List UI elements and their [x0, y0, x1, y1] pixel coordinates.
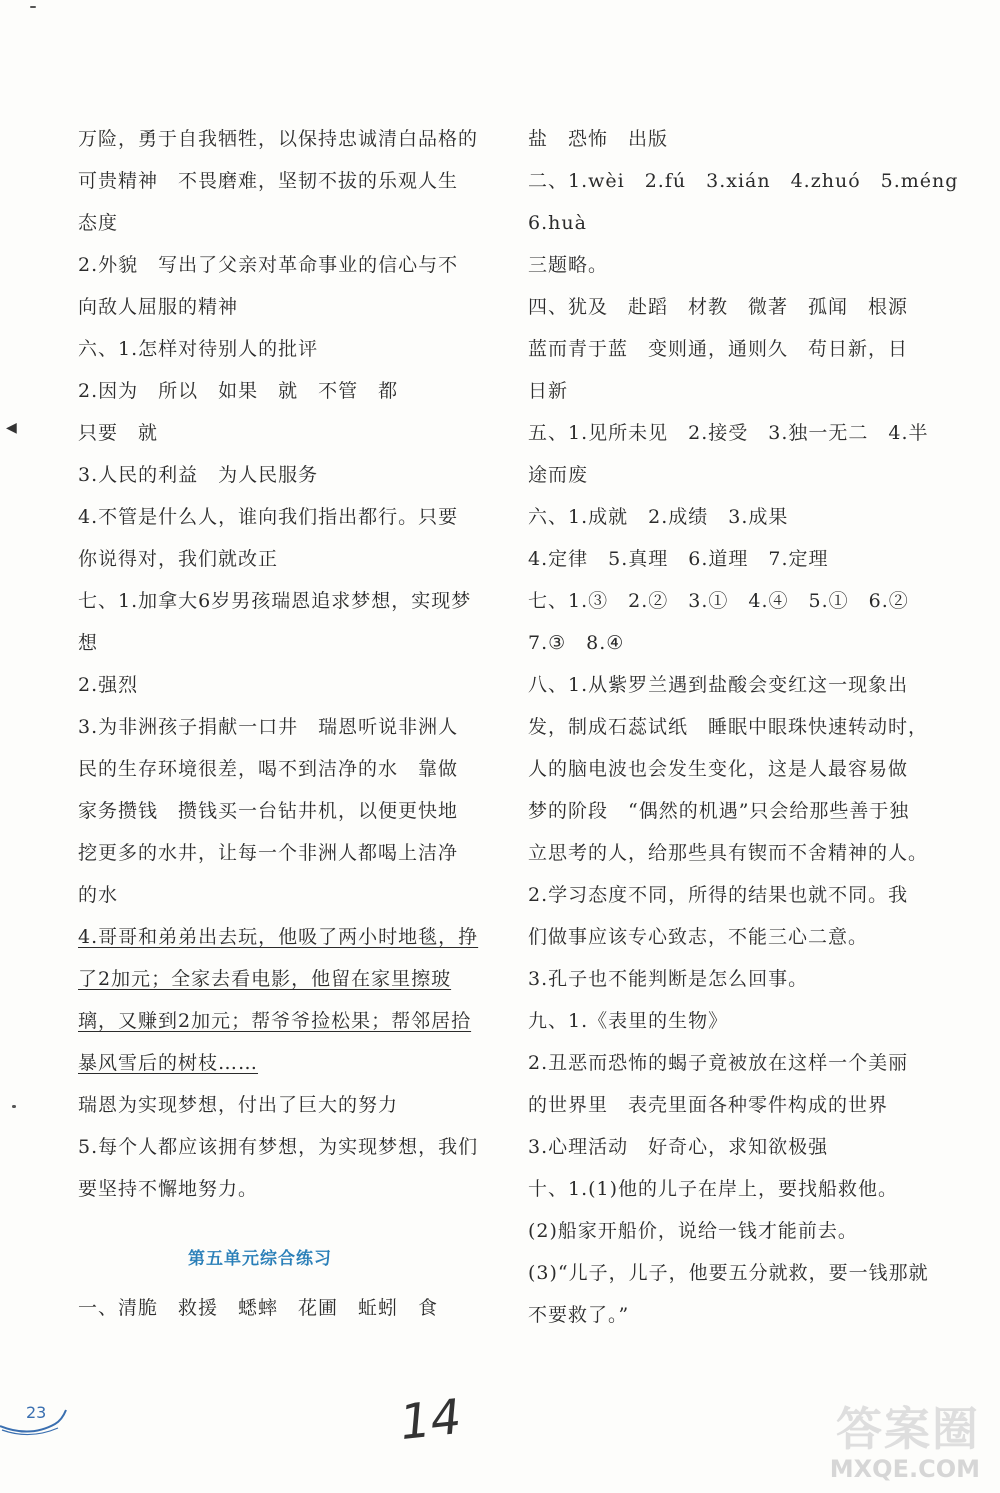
answer-line: 3.心理活动 好奇心，求知欲极强	[528, 1136, 829, 1158]
answer-line: 可贵精神 不畏磨难，坚韧不拔的乐观人生	[78, 170, 459, 192]
answer-line: 2.外貌 写出了父亲对革命事业的信心与不	[78, 254, 459, 276]
answer-line: (2)船家开船价，说给一钱才能前去。	[528, 1220, 858, 1242]
answer-line: 璃，又赚到2加元；帮爷爷捡松果；帮邻居拾	[78, 1010, 472, 1032]
answer-line: 想	[78, 632, 99, 654]
answer-line: 态度	[78, 212, 119, 234]
answer-line: 3.为非洲孩子捐献一口井 瑞恩听说非洲人	[78, 716, 459, 738]
answer-line: 3.孔子也不能判断是怎么回事。	[528, 968, 809, 990]
answer-line: 不要救了。”	[528, 1304, 630, 1326]
answer-line: 三题略。	[528, 254, 609, 276]
answer-line: 瑞恩为实现梦想，付出了巨大的努力	[78, 1094, 399, 1116]
answer-line: 了2加元；全家去看电影，他留在家里擦玻	[78, 968, 452, 990]
handwritten-mark: 14	[397, 1388, 464, 1452]
answer-line: 2.丑恶而恐怖的蝎子竟被放在这样一个美丽	[528, 1052, 909, 1074]
answer-line: 挖更多的水井，让每一个非洲人都喝上洁净	[78, 842, 459, 864]
answer-line: 4.哥哥和弟弟出去玩，他吸了两小时地毯，挣	[78, 926, 479, 948]
answer-line: 途而废	[528, 464, 589, 486]
answer-line: 向敌人屈服的精神	[78, 296, 239, 318]
binding-arrow-icon: ◀	[6, 420, 17, 436]
watermark-text: 答案圈	[836, 1402, 980, 1456]
answer-line: 6.huà	[528, 212, 587, 234]
answer-line: 四、犹及 赴蹈 材教 微著 孤闻 根源	[528, 296, 909, 318]
section-title: 第五单元综合练习	[188, 1249, 332, 1269]
answer-line: 一、清脆 救援 蟋蟀 花圃 蚯蚓 食	[78, 1297, 439, 1319]
answer-line: 八、1.从紫罗兰遇到盐酸会变红这一现象出	[528, 674, 909, 696]
watermark-logo	[790, 1393, 980, 1483]
answer-line: (3)“儿子，儿子，他要五分就救，要一钱那就	[528, 1262, 929, 1284]
answer-line: 二、1.wèi 2.fú 3.xián 4.zhuó 5.méng	[528, 170, 959, 192]
answer-line: 六、1.成就 2.成绩 3.成果	[528, 506, 789, 528]
scan-speck	[12, 1105, 16, 1108]
answer-line: 九、1.《表里的生物》	[528, 1010, 729, 1032]
watermark-url: MXQE.COM	[829, 1455, 980, 1483]
answer-line: 万险，勇于自我牺牲，以保持忠诚清白品格的	[78, 128, 479, 150]
answer-line: 4.不管是什么人，谁向我们指出都行。只要	[78, 506, 459, 528]
answer-line: 蓝而青于蓝 变则通，通则久 苟日新，日	[528, 338, 909, 360]
answer-line: 民的生存环境很差，喝不到洁净的水 靠做	[78, 758, 459, 780]
answer-line: 发，制成石蕊试纸 睡眠中眼珠快速转动时，	[528, 716, 929, 738]
answer-line: 六、1.怎样对待别人的批评	[78, 338, 319, 360]
answer-line: 2.强烈	[78, 674, 139, 696]
answer-line: 们做事应该专心致志，不能三心二意。	[528, 926, 869, 948]
answer-line: 七、1.③ 2.② 3.① 4.④ 5.① 6.②	[528, 590, 909, 612]
scan-speck	[30, 6, 36, 8]
answer-line: 家务攒钱 攒钱买一台钻井机，以便更快地	[78, 800, 459, 822]
answer-line: 2.学习态度不同，所得的结果也就不同。我	[528, 884, 909, 906]
answer-line: 只要 就	[78, 422, 159, 444]
answer-line: 梦的阶段 “偶然的机遇”只会给那些善于独	[528, 800, 910, 822]
answer-line: 的水	[78, 884, 119, 906]
answer-line: 人的脑电波也会发生变化，这是人最容易做	[528, 758, 909, 780]
answer-line: 盐 恐怖 出版	[528, 128, 669, 150]
answer-line: 五、1.见所未见 2.接受 3.独一无二 4.半	[528, 422, 929, 444]
answer-line: 的世界里 表壳里面各种零件构成的世界	[528, 1094, 889, 1116]
answer-line: 七、1.加拿大6岁男孩瑞恩追求梦想，实现梦	[78, 590, 472, 612]
answer-line: 2.因为 所以 如果 就 不管 都	[78, 380, 399, 402]
answer-line: 暴风雪后的树枝……	[78, 1052, 259, 1074]
answer-line: 立思考的人，给那些具有锲而不舍精神的人。	[528, 842, 929, 864]
answer-line: 日新	[528, 380, 569, 402]
page-number: 23	[26, 1403, 47, 1422]
answer-line: 你说得对，我们就改正	[78, 548, 279, 570]
answer-line: 3.人民的利益 为人民服务	[78, 464, 319, 486]
answer-line: 7.③ 8.④	[528, 632, 625, 654]
answer-line: 要坚持不懈地努力。	[78, 1178, 259, 1200]
answer-line: 4.定律 5.真理 6.道理 7.定理	[528, 548, 829, 570]
answer-line: 十、1.(1)他的儿子在岸上，要找船救他。	[528, 1178, 899, 1200]
answer-line: 5.每个人都应该拥有梦想，为实现梦想，我们	[78, 1136, 479, 1158]
